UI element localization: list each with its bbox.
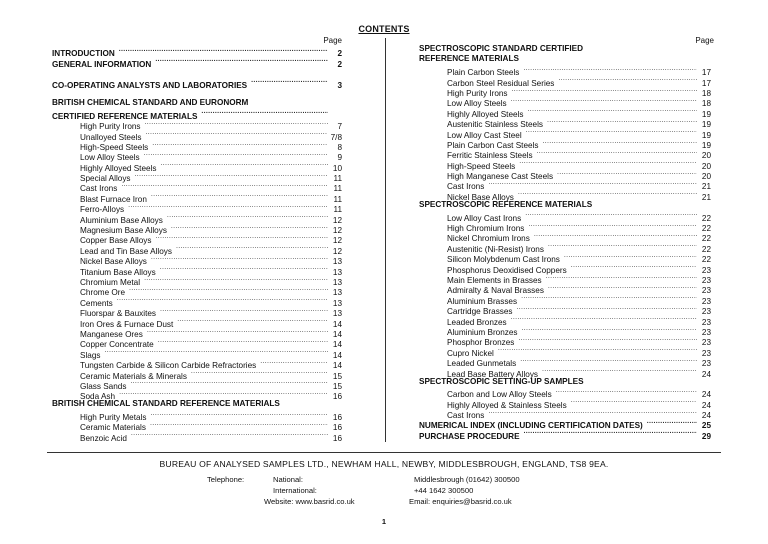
toc-entry-label: Ferro-Alloys (80, 205, 125, 215)
toc-entry-page: 15 (332, 381, 342, 391)
toc-entry-page: 23 (701, 265, 711, 275)
toc-entry-label: Copper Base Alloys (80, 236, 152, 246)
contents-left-column (52, 36, 342, 441)
toc-entry-label: Slags (80, 350, 101, 360)
toc-heading (52, 399, 342, 409)
toc-entry-page: 7/8 (330, 132, 342, 142)
toc-entry-page: 16 (332, 433, 342, 443)
toc-entry-page: 12 (332, 226, 342, 236)
toc-entry-label: Carbon Steel Residual Series (447, 78, 555, 88)
toc-entry-label: CO-OPERATING ANALYSTS AND LABORATORIES (52, 80, 248, 90)
toc-entry-page: 23 (701, 286, 711, 296)
toc-entry-label: Silicon Molybdenum Cast Irons (447, 255, 560, 265)
dot-leader (546, 273, 697, 283)
dot-leader (130, 379, 328, 389)
toc-entry-label: Benzoic Acid (80, 433, 127, 443)
toc-entry-label: Nickel Base Alloys (447, 192, 514, 202)
toc-entry-page: 16 (332, 423, 342, 433)
toc-entry-label: Nickel Chromium Irons (447, 234, 530, 244)
dot-leader (129, 285, 328, 295)
toc-entry-page: 22 (701, 234, 711, 244)
page-column-header: Page (695, 36, 714, 45)
toc-entry-label: Aluminium Bronzes (447, 327, 518, 337)
toc-heading (419, 200, 711, 210)
dot-leader (521, 293, 697, 303)
toc-entry-page: 22 (701, 244, 711, 254)
toc-entry-page: 21 (701, 182, 711, 192)
toc-entry-page: 20 (701, 172, 711, 182)
toc-entry-label: Chromium Metal (80, 277, 141, 287)
dot-leader (150, 420, 328, 430)
toc-entry-page: 24 (701, 390, 711, 400)
toc-entry-page: 23 (701, 359, 711, 369)
toc-entry-label: Fluorspar & Bauxites (80, 309, 156, 319)
toc-entry-label: Austenitic (Ni-Resist) Irons (447, 244, 544, 254)
toc-entry-label: PURCHASE PROCEDURE (419, 431, 520, 441)
toc-list-left (52, 46, 342, 441)
toc-entry-label: Glass Sands (80, 381, 127, 391)
dot-leader (201, 108, 328, 118)
toc-entry-page: 13 (332, 267, 342, 277)
toc-entry-label: Soda Ash (80, 392, 116, 402)
toc-entry-label: Carbon and Low Alloy Steels (447, 390, 552, 400)
dot-leader (548, 283, 697, 293)
toc-entry-label: High Purity Irons (447, 88, 508, 98)
page-title: CONTENTS (358, 24, 410, 34)
toc-entry (419, 387, 711, 400)
toc-entry-label: Ceramic Materials (80, 423, 146, 433)
toc-entry-page: 14 (332, 319, 342, 329)
dot-leader (128, 202, 328, 212)
dot-leader (151, 191, 328, 201)
toc-entry-label: Special Alloys (80, 174, 131, 184)
toc-entry-label: Lead and Tin Base Alloys (80, 246, 172, 256)
toc-entry-label: High Purity Irons (80, 122, 141, 132)
toc-entry-label: Ferritic Stainless Steels (447, 151, 533, 161)
dot-leader (145, 129, 326, 139)
toc-entry-label: Copper Concentrate (80, 340, 154, 350)
toc-entry-label: Cupro Nickel (447, 348, 494, 358)
dot-leader (571, 397, 697, 407)
toc-entry-label: Austenitic Stainless Steels (447, 120, 544, 130)
toc-entry-label: Chrome Ore (80, 288, 126, 298)
toc-entry-label: High Manganese Cast Steels (447, 172, 554, 182)
dot-leader (534, 231, 697, 241)
dot-leader (119, 389, 328, 399)
toc-entry-label: High Purity Metals (80, 413, 147, 423)
toc-entry-label: Ceramic Materials & Minerals (80, 371, 187, 381)
dot-leader (104, 347, 328, 357)
international-number: +44 1642 300500 (414, 486, 474, 495)
toc-entry-label: REFERENCE MATERIALS (419, 54, 519, 64)
dot-leader (144, 150, 328, 160)
telephone-label: Telephone: (207, 475, 245, 484)
toc-entry-label: High Chromium Irons (447, 224, 525, 234)
toc-entry-page: 22 (701, 255, 711, 265)
toc-heading (52, 98, 342, 108)
dot-leader (251, 77, 328, 87)
toc-heading (52, 46, 342, 59)
toc-entry-page: 23 (701, 348, 711, 358)
toc-entry-page: 12 (332, 236, 342, 246)
toc-entry-label: Phosphorus Deoxidised Coppers (447, 265, 567, 275)
toc-entry-page: 23 (701, 307, 711, 317)
dot-leader (152, 140, 328, 150)
toc-entry-label: BRITISH CHEMICAL STANDARD REFERENCE MATERIALS (52, 399, 280, 409)
toc-entry-page: 23 (701, 317, 711, 327)
dot-leader (522, 325, 697, 335)
toc-entry-label: NUMERICAL INDEX (INCLUDING CERTIFICATION DATES) (419, 421, 643, 431)
toc-entry-label: Aluminium Brasses (447, 296, 518, 306)
toc-entry-label: SPECTROSCOPIC REFERENCE MATERIALS (419, 199, 593, 209)
dot-leader (527, 106, 697, 116)
toc-entry-page: 23 (701, 327, 711, 337)
dot-leader (144, 275, 328, 285)
toc-entry-label: Tungsten Carbide & Silicon Carbide Refractories (80, 361, 257, 371)
toc-entry-page: 12 (332, 215, 342, 225)
dot-leader (191, 368, 328, 378)
dot-leader (155, 56, 328, 66)
toc-entry-page: 17 (701, 78, 711, 88)
toc-entry-page: 22 (701, 213, 711, 223)
toc-entry-label: Low Alloy Steels (80, 153, 140, 163)
toc-entry-label: SPECTROSCOPIC SETTING-UP SAMPLES (419, 376, 584, 386)
toc-entry (419, 65, 711, 78)
toc-entry-page: 2 (337, 49, 342, 59)
toc-entry-label: Cast Irons (80, 184, 118, 194)
toc-entry-page: 14 (332, 329, 342, 339)
toc-entry-page: 23 (701, 296, 711, 306)
dot-leader (147, 327, 328, 337)
website-text: Website: www.basrid.co.uk (264, 497, 355, 506)
dot-leader (524, 428, 697, 438)
toc-entry-label: Low Alloy Cast Steel (447, 130, 522, 140)
dot-leader (160, 306, 328, 316)
dot-leader (131, 430, 328, 440)
toc-entry-label: Leaded Gunmetals (447, 359, 517, 369)
page-column-header: Page (323, 36, 342, 45)
toc-heading (419, 44, 711, 54)
toc-list-right (419, 36, 711, 439)
dot-leader (119, 46, 328, 56)
dot-leader (117, 295, 328, 305)
toc-entry-page: 24 (701, 400, 711, 410)
dot-leader (177, 316, 328, 326)
dot-leader (542, 366, 697, 376)
toc-entry-page: 9 (337, 153, 342, 163)
toc-entry-label: Aluminium Base Alloys (80, 215, 163, 225)
toc-entry-page: 17 (701, 68, 711, 78)
toc-entry-label: Cast Irons (447, 411, 485, 421)
dot-leader (151, 254, 328, 264)
dot-leader (160, 160, 328, 170)
toc-entry-label: High-Speed Steels (447, 161, 516, 171)
toc-entry-page: 14 (332, 340, 342, 350)
toc-entry-label: Cartridge Brasses (447, 307, 513, 317)
toc-entry-label: Titanium Base Alloys (80, 267, 156, 277)
toc-entry-label: Cements (80, 298, 113, 308)
toc-entry-page: 19 (701, 140, 711, 150)
dot-leader (511, 96, 697, 106)
toc-entry-page: 25 (701, 421, 711, 431)
toc-heading (419, 377, 711, 387)
toc-entry-page: 21 (701, 192, 711, 202)
dot-leader (523, 65, 697, 75)
toc-entry-label: CERTIFIED REFERENCE MATERIALS (52, 111, 198, 121)
dot-leader (547, 117, 697, 127)
dot-leader (488, 179, 697, 189)
dot-leader (518, 189, 697, 199)
toc-entry-page: 11 (333, 174, 342, 184)
toc-entry-page: 23 (701, 275, 711, 285)
toc-entry-page: 11 (333, 184, 342, 194)
toc-entry-page: 11 (333, 205, 342, 215)
dot-leader (145, 119, 328, 129)
toc-entry-page: 19 (701, 120, 711, 130)
toc-entry-label: Lead Base Battery Alloys (447, 369, 539, 379)
toc-entry-page: 19 (701, 130, 711, 140)
dot-leader (488, 408, 697, 418)
toc-entry-page: 13 (332, 288, 342, 298)
footer-divider (47, 452, 721, 453)
toc-entry (52, 410, 342, 423)
toc-entry-label: Cast Irons (447, 182, 485, 192)
international-label: International: (273, 486, 317, 495)
toc-entry-page: 14 (332, 361, 342, 371)
toc-entry-label: BRITISH CHEMICAL STANDARD AND EURONORM (52, 97, 249, 107)
toc-entry-label: Iron Ores & Furnace Dust (80, 319, 174, 329)
toc-entry-label: Low Alloy Steels (447, 99, 507, 109)
toc-heading (52, 108, 342, 121)
dot-leader (519, 158, 697, 168)
dot-leader (542, 138, 697, 148)
toc-entry-page: 7 (337, 122, 342, 132)
national-number: Middlesbrough (01642) 300500 (414, 475, 520, 484)
toc-heading (52, 77, 342, 90)
toc-entry-page: 13 (332, 257, 342, 267)
dot-leader (121, 181, 328, 191)
toc-entry-page: 10 (332, 163, 342, 173)
toc-entry-page: 13 (332, 309, 342, 319)
dot-leader (511, 314, 697, 324)
dot-leader (160, 264, 328, 274)
toc-entry-page: 11 (333, 194, 342, 204)
toc-entry-page: 16 (332, 392, 342, 402)
toc-entry-label: Unalloyed Steels (80, 132, 142, 142)
toc-entry-label: Plain Carbon Cast Steels (447, 140, 539, 150)
dot-leader (171, 223, 328, 233)
toc-entry-page: 24 (701, 411, 711, 421)
dot-leader (571, 262, 697, 272)
dot-leader (517, 304, 697, 314)
toc-entry-page: 20 (701, 151, 711, 161)
toc-entry-page: 13 (332, 298, 342, 308)
dot-leader (176, 243, 328, 253)
dot-leader (556, 387, 697, 397)
toc-entry-page: 8 (337, 142, 342, 152)
toc-entry (419, 210, 711, 223)
dot-leader (150, 410, 328, 420)
toc-entry-page: 20 (701, 161, 711, 171)
toc-entry-page: 29 (701, 431, 711, 441)
toc-entry-page: 22 (701, 224, 711, 234)
toc-entry-label: Admiralty & Naval Brasses (447, 286, 544, 296)
column-divider (385, 38, 386, 442)
toc-entry-page: 15 (332, 371, 342, 381)
toc-entry-page: 3 (337, 80, 342, 90)
toc-entry-label: GENERAL INFORMATION (52, 59, 152, 69)
toc-entry-page: 18 (701, 99, 711, 109)
toc-entry-label: Blast Furnace Iron (80, 194, 147, 204)
toc-entry-label: Highly Alloyed Steels (80, 163, 157, 173)
toc-entry-page: 19 (701, 109, 711, 119)
toc-entry-label: Low Alloy Cast Irons (447, 213, 522, 223)
dot-leader (167, 212, 328, 222)
toc-entry-label: Highly Alloyed Steels (447, 109, 524, 119)
toc-entry-label: Main Elements in Brasses (447, 275, 542, 285)
toc-entry-label: Highly Alloyed & Stainless Steels (447, 400, 567, 410)
dot-leader (557, 169, 697, 179)
national-label: National: (273, 475, 303, 484)
dot-leader (512, 86, 697, 96)
dot-leader (525, 210, 697, 220)
toc-heading (419, 54, 711, 64)
toc-entry-label: Leaded Bronzes (447, 317, 507, 327)
toc-entry-label: Magnesium Base Alloys (80, 226, 167, 236)
dot-leader (528, 221, 697, 231)
toc-entry-label: Phosphor Bronzes (447, 338, 515, 348)
dot-leader (647, 418, 697, 428)
dot-leader (518, 335, 697, 345)
email-text: Email: enquiries@basrid.co.uk (409, 497, 512, 506)
toc-entry-page: 24 (701, 369, 711, 379)
toc-entry-label: INTRODUCTION (52, 49, 115, 59)
toc-entry-page: 14 (332, 350, 342, 360)
dot-leader (260, 358, 328, 368)
toc-entry-page: 23 (701, 338, 711, 348)
dot-leader (155, 233, 328, 243)
dot-leader (548, 241, 697, 251)
toc-entry-label: Manganese Ores (80, 329, 143, 339)
toc-entry-label: Nickel Base Alloys (80, 257, 147, 267)
dot-leader (558, 75, 697, 85)
dot-leader (520, 356, 697, 366)
contents-right-column (419, 36, 714, 441)
toc-entry-label: High-Speed Steels (80, 142, 149, 152)
page-number: 1 (381, 517, 387, 526)
toc-entry-page: 18 (701, 88, 711, 98)
toc-entry-page: 13 (332, 277, 342, 287)
toc-entry-label: SPECTROSCOPIC STANDARD CERTIFIED (419, 44, 584, 53)
company-address: BUREAU OF ANALYSED SAMPLES LTD., NEWHAM HALL, NEWBY, MIDDLESBROUGH, ENGLAND, TS8 9EA. (159, 459, 609, 469)
toc-entry-page: 2 (337, 59, 342, 69)
toc-entry-label: Plain Carbon Steels (447, 68, 520, 78)
dot-leader (498, 345, 697, 355)
dot-leader (135, 171, 328, 181)
toc-entry-page: 16 (332, 413, 342, 423)
toc-entry-page: 12 (332, 246, 342, 256)
dot-leader (526, 127, 697, 137)
dot-leader (564, 252, 697, 262)
dot-leader (537, 148, 697, 158)
dot-leader (158, 337, 328, 347)
